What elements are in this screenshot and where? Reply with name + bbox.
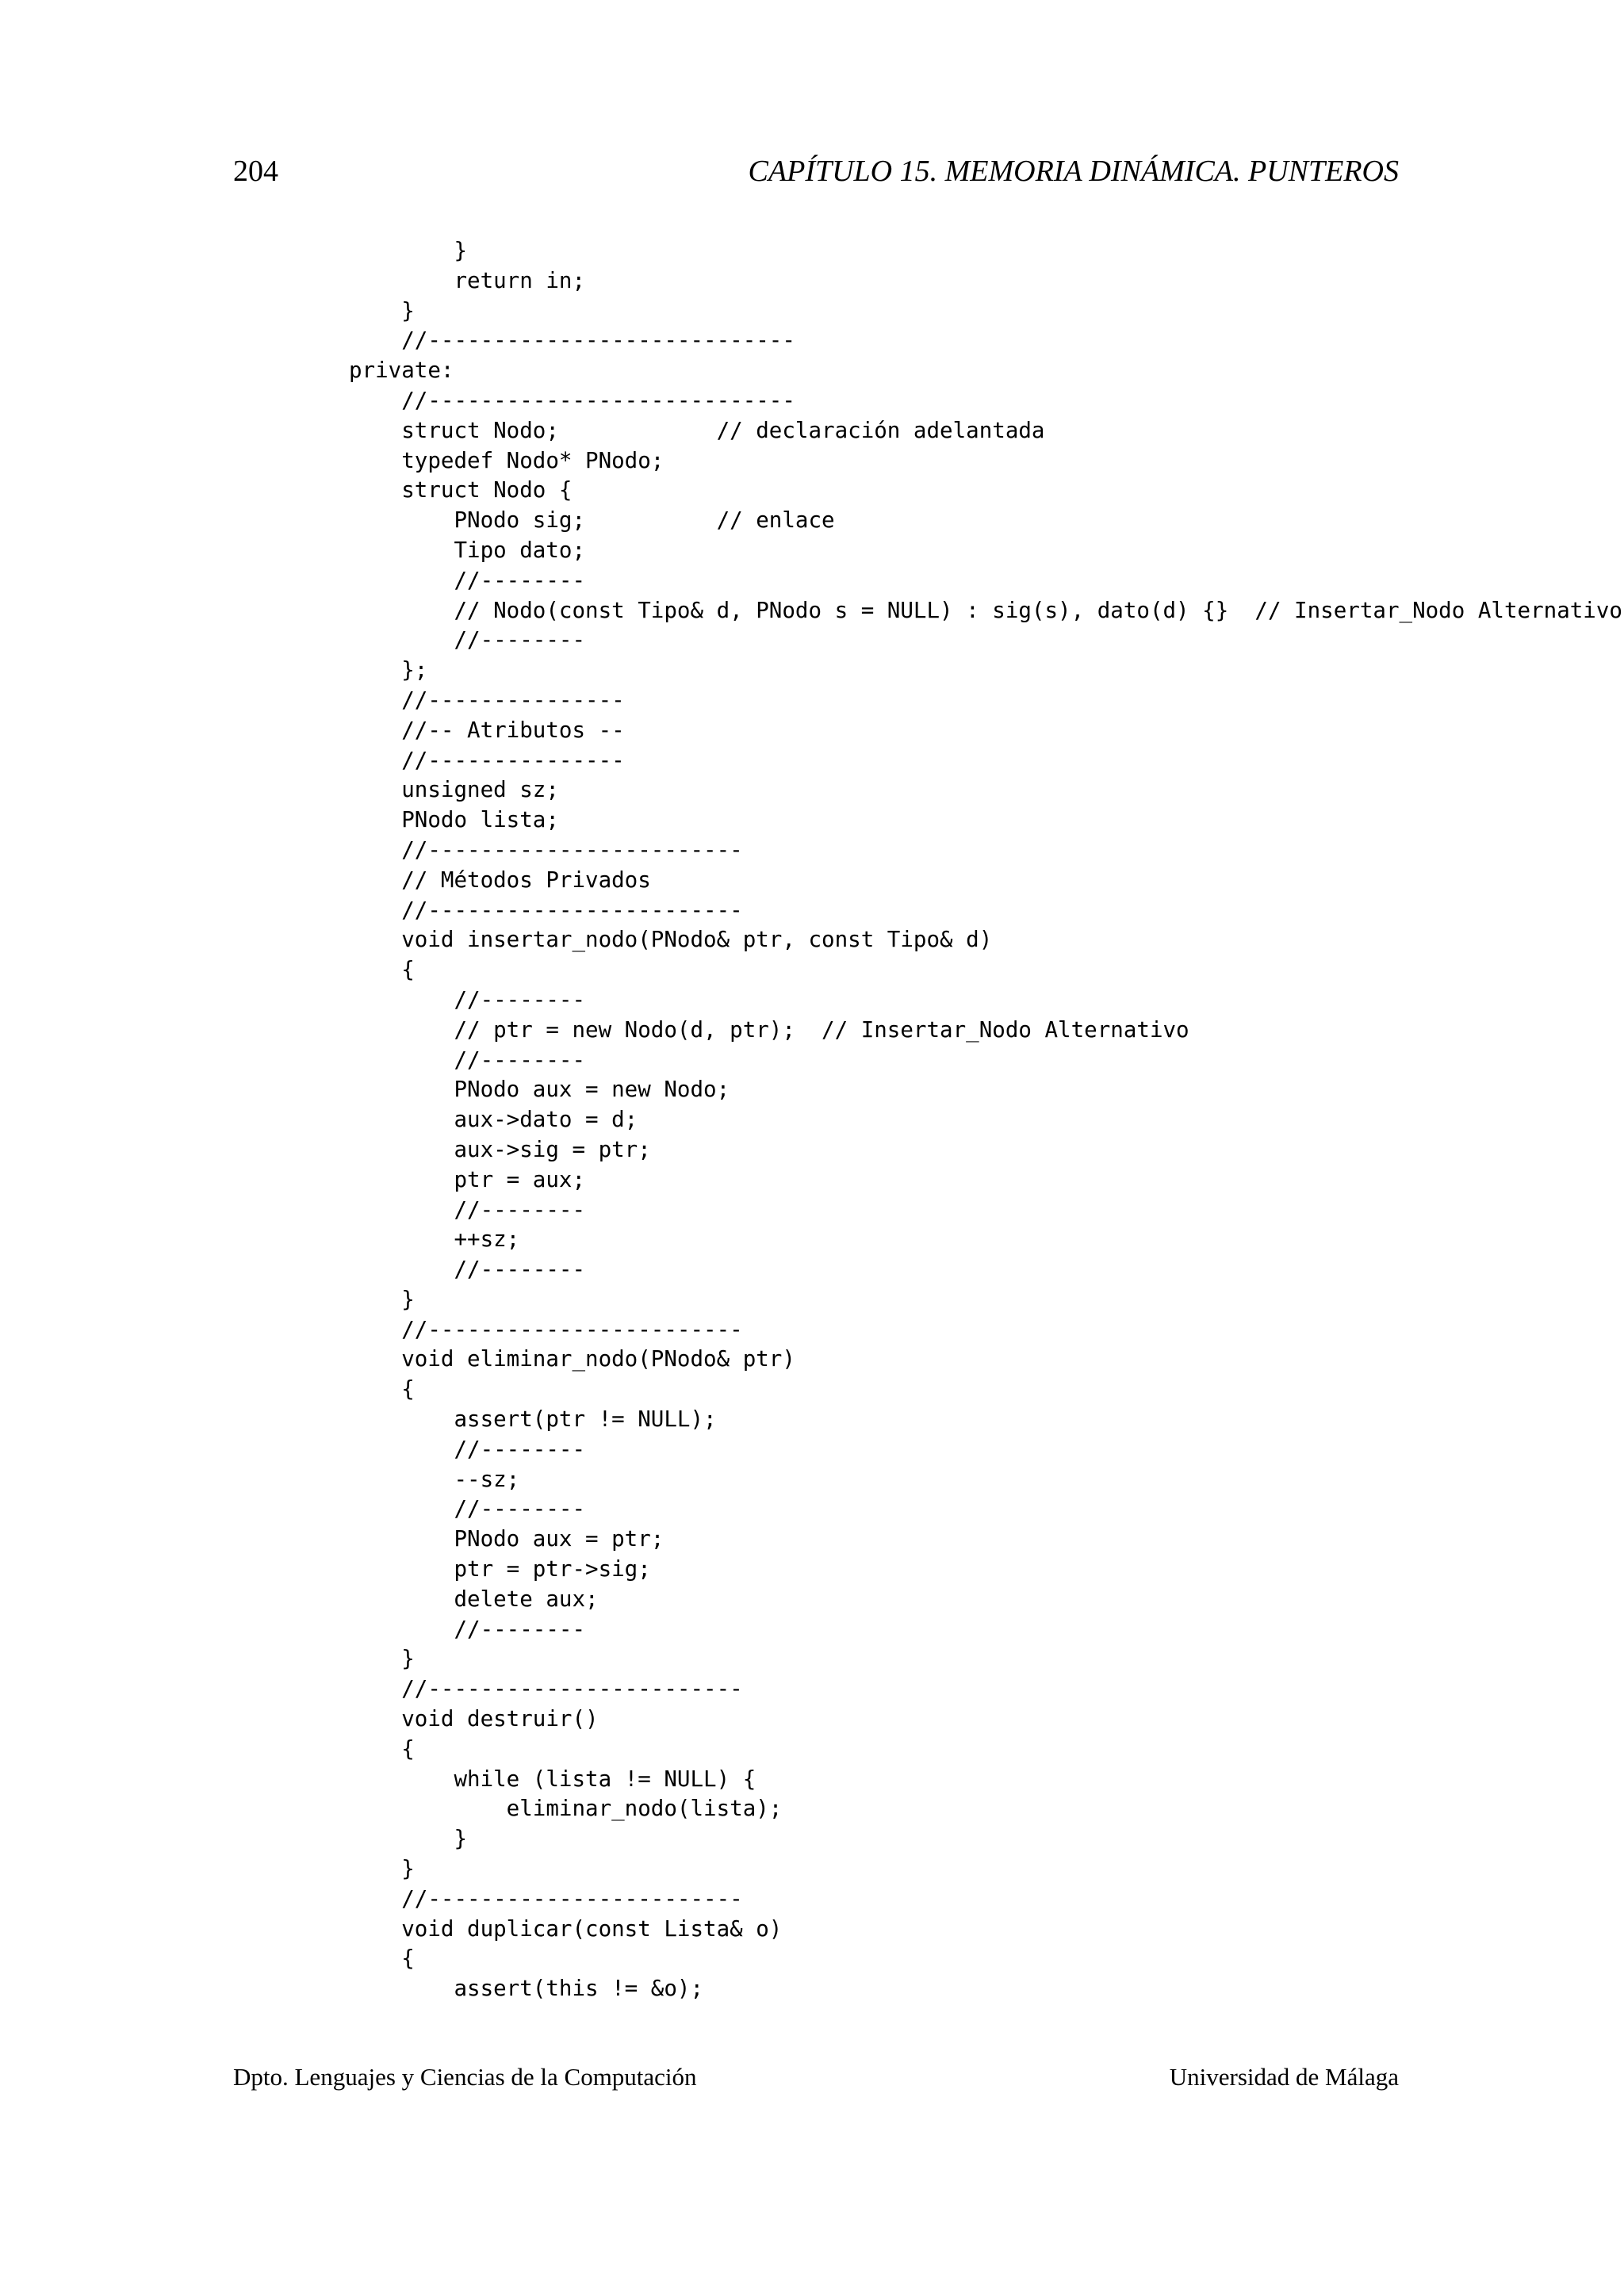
- code-line: {: [349, 1735, 415, 1762]
- code-line: assert(ptr != NULL);: [349, 1406, 717, 1433]
- code-line: }: [349, 238, 468, 263]
- code-line: aux->sig = ptr;: [349, 1136, 651, 1162]
- code-line: // Métodos Privados: [349, 867, 651, 893]
- code-line: }: [349, 297, 415, 323]
- page-number: 204: [233, 155, 278, 188]
- code-line: //--------: [349, 627, 586, 653]
- code-line: //----------------------------: [349, 327, 795, 354]
- code-line: //--------: [349, 986, 586, 1012]
- code-line: //--------: [349, 1257, 586, 1283]
- code-line: //----------------------------: [349, 387, 795, 413]
- code-line: typedef Nodo* PNodo;: [349, 447, 665, 473]
- code-line: PNodo lista;: [349, 807, 559, 833]
- code-line: //------------------------: [349, 897, 743, 923]
- code-line: //--------: [349, 1047, 586, 1073]
- code-line: unsigned sz;: [349, 777, 559, 803]
- code-line: //---------------: [349, 687, 625, 713]
- code-line: void eliminar_nodo(PNodo& ptr): [349, 1346, 795, 1372]
- code-line: {: [349, 1946, 415, 1972]
- code-line: }: [349, 1826, 468, 1852]
- code-line: //---------------: [349, 747, 625, 773]
- code-line: //--------: [349, 1196, 586, 1223]
- code-line: PNodo aux = new Nodo;: [349, 1077, 730, 1103]
- code-line: aux->dato = d;: [349, 1107, 638, 1133]
- code-line: // ptr = new Nodo(d, ptr); // Insertar_Nodo Alternativo: [349, 1016, 1189, 1043]
- code-line: {: [349, 957, 415, 983]
- code-line: }: [349, 1286, 415, 1312]
- code-line: ptr = ptr->sig;: [349, 1556, 651, 1582]
- code-line: //------------------------: [349, 1885, 743, 1911]
- code-line: //------------------------: [349, 1316, 743, 1342]
- code-line: PNodo sig; // enlace: [349, 507, 835, 534]
- code-line: }: [349, 1646, 415, 1672]
- code-line: private:: [349, 358, 454, 384]
- code-line: //------------------------: [349, 1676, 743, 1702]
- code-line: return in;: [349, 267, 586, 293]
- code-line: // Nodo(const Tipo& d, PNodo s = NULL) : sig(s), dato(d) {} // Insertar_Nodo Alternativo: [349, 597, 1622, 623]
- code-line: {: [349, 1376, 415, 1402]
- code-line: };: [349, 657, 428, 683]
- code-line: assert(this != &o);: [349, 1976, 704, 2002]
- footer-university: Universidad de Málaga: [1169, 2063, 1399, 2091]
- code-line: //--------: [349, 567, 586, 593]
- code-line: eliminar_nodo(lista);: [349, 1796, 783, 1822]
- code-listing: [349, 236, 1622, 2004]
- chapter-title: CAPÍTULO 15. MEMORIA DINÁMICA. PUNTEROS: [748, 155, 1399, 188]
- code-line: void insertar_nodo(PNodo& ptr, const Tipo& d): [349, 927, 993, 953]
- code-line: ptr = aux;: [349, 1166, 586, 1192]
- code-line: ++sz;: [349, 1226, 520, 1253]
- footer-department: Dpto. Lenguajes y Ciencias de la Computación: [233, 2063, 697, 2091]
- code-line: void duplicar(const Lista& o): [349, 1915, 783, 1942]
- code-line: while (lista != NULL) {: [349, 1766, 756, 1792]
- code-line: delete aux;: [349, 1586, 599, 1612]
- code-line: //------------------------: [349, 836, 743, 863]
- code-line: //--------: [349, 1496, 586, 1522]
- code-line: PNodo aux = ptr;: [349, 1526, 665, 1552]
- code-line: --sz;: [349, 1466, 520, 1492]
- code-line: struct Nodo; // declaración adelantada: [349, 417, 1045, 443]
- code-line: //--------: [349, 1436, 586, 1462]
- code-line: //--------: [349, 1616, 586, 1642]
- code-line: //-- Atributos --: [349, 717, 625, 743]
- code-line: struct Nodo {: [349, 477, 573, 503]
- code-line: Tipo dato;: [349, 537, 586, 563]
- code-line: }: [349, 1856, 415, 1882]
- code-line: void destruir(): [349, 1706, 599, 1732]
